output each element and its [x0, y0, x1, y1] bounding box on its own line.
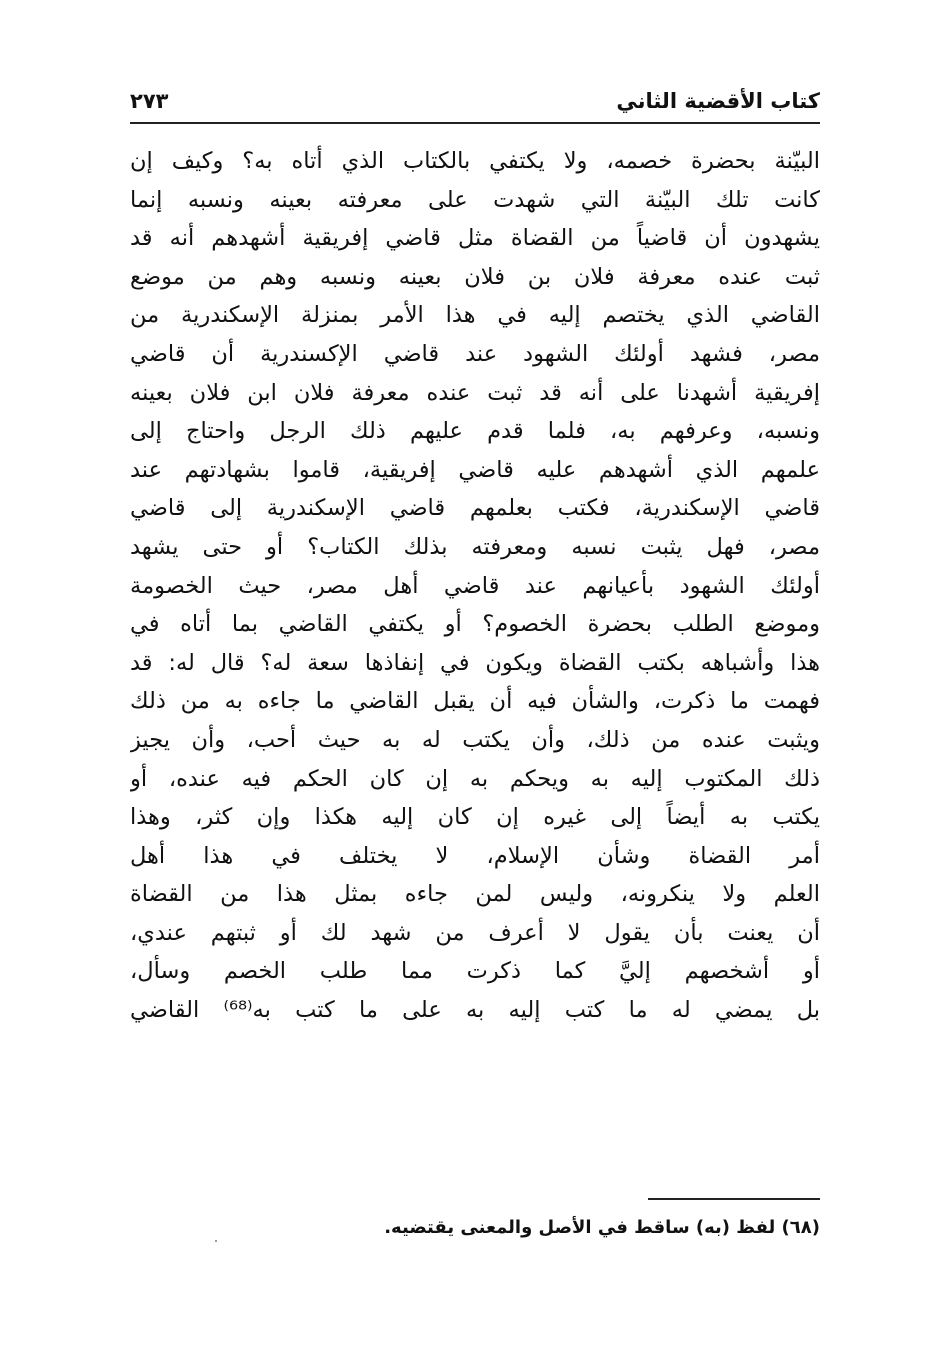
text-line: ونسبه، وعرفهم به، فلما قدم عليهم ذلك الرجل واحتاج إلى [130, 418, 820, 445]
text-line: ثبت عنده معرفة فلان بن فلان بعينه ونسبه وهم من موضع [130, 263, 820, 290]
text-line: إفريقية أشهدنا على أنه قد ثبت عنده معرفة فلان ابن فلان بعينه [130, 379, 820, 406]
text-line: أو أشخصهم إليَّ كما ذكرت مما طلب الخصم وسأل، [130, 958, 820, 985]
text-line: قاضي الإسكندرية، فكتب بعلمهم قاضي الإسكندرية إلى قاضي [130, 495, 820, 522]
page-number: ٢٧٣ [130, 89, 169, 113]
footnote-divider [648, 1198, 820, 1200]
body-text [130, 142, 820, 1030]
footnote: (٦٨) لفظ (به) ساقط في الأصل والمعنى يقتضيه. [384, 1217, 820, 1238]
text-line: يشهدون أن قاضياً من القضاة مثل قاضي إفريقية أشهدهم أنه قد [130, 225, 820, 252]
text-line: وموضع الطلب بحضرة الخصوم؟ أو يكتفي القاضي بما أتاه في [130, 611, 820, 638]
text-line: علمهم الذي أشهدهم عليه قاضي إفريقية، قاموا بشهادتهم عند [130, 456, 820, 483]
text-line: مصر، فهل يثبت نسبه ومعرفته بذلك الكتاب؟ أو حتى يشهد [130, 533, 820, 560]
text-line: ويثبت عنده من ذلك، وأن يكتب له به حيث أحب، وأن يجيز [130, 726, 820, 753]
text-line: يكتب به أيضاً إلى غيره إن كان إليه هكذا وإن كثر، وهذا [130, 804, 820, 831]
scan-speck [215, 1240, 217, 1242]
text-line: كانت تلك البيّنة التي شهدت على معرفته بعينه ونسبه إنما [130, 186, 820, 213]
text-line: فهمت ما ذكرت، والشأن فيه أن يقبل القاضي ما جاءه به من ذلك [130, 688, 820, 715]
text-line: القاضي الذي يختصم إليه في هذا الأمر بمنزلة الإسكندرية من [130, 302, 820, 329]
text-line: العلم ولا ينكرونه، وليس لمن جاءه بمثل هذا من القضاة [130, 881, 820, 908]
header-divider [130, 122, 820, 124]
text-line: أولئك الشهود بأعيانهم عند قاضي أهل مصر، حيث الخصومة [130, 572, 820, 599]
text-line: ذلك المكتوب إليه به ويحكم به إن كان الحكم فيه عنده، أو [130, 765, 820, 792]
text-line: البيّنة بحضرة خصمه، ولا يكتفي بالكتاب الذي أتاه به؟ وكيف إن [130, 148, 820, 174]
running-title: كتاب الأقضية الثاني [616, 89, 820, 113]
text-line: بل يمضي له ما كتب إليه به على ما كتب به⁽⁶⁸⁾ القاضي [130, 997, 820, 1024]
text-line: مصر، فشهد أولئك الشهود عند قاضي الإكسندرية أن قاضي [130, 340, 820, 367]
text-line: هذا وأشباهه بكتب القضاة ويكون في إنفاذها سعة له؟ قال له: قد [130, 649, 820, 676]
text-line: أمر القضاة وشأن الإسلام، لا يختلف في هذا أهل [130, 842, 820, 869]
text-line: أن يعنت بأن يقول لا أعرف من شهد لك أو ثبتهم عندي، [130, 919, 820, 946]
page-header [130, 84, 820, 118]
